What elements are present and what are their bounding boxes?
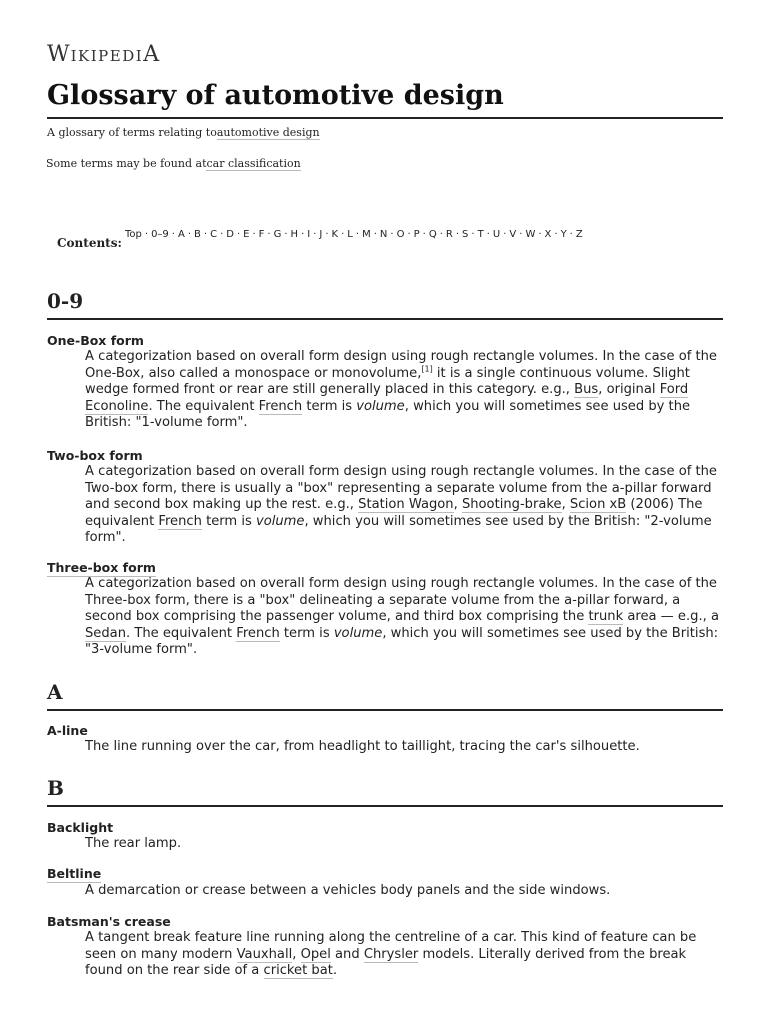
toc-separator: · [407,229,411,240]
term-one-box-form: One-Box form [47,333,144,348]
reference-1[interactable]: [1] [421,364,433,374]
toc-link[interactable]: K [331,229,339,240]
toc-separator: · [422,229,426,240]
french-link[interactable]: French [158,513,202,529]
toc-separator: · [171,229,175,240]
toc-link[interactable]: T [477,229,484,240]
toc-link[interactable]: N [379,229,388,240]
toc-link[interactable]: W [525,229,536,240]
bus-link[interactable]: Bus [574,382,599,398]
page-title: Glossary of automotive design [47,78,723,119]
toc-separator: · [187,229,192,240]
trunk-link[interactable]: trunk [588,609,624,625]
toc-link[interactable]: L [347,229,353,240]
toc-link[interactable]: J [319,229,323,240]
definition-a-line: The line running over the car, from headlight to taillight, tracing the car's silhouette. [85,739,640,754]
toc-link[interactable]: X [544,229,552,240]
shooting-brake-link[interactable]: Shooting-brake [461,497,562,513]
definition-two-box-form: A categorization based on overall form design using rough rectangle volumes. In the case of the Two-box form, there is usually a "box" representing a separate volume from the a-pillar forward and second box making up the rest. e.g., Station Wagon, Shooting-brake, Scion xB (2006) The equivalent French term is volume, which you will sometimes see used by the British: "2-volume form". [85,464,717,546]
toc-label: Contents: [57,236,122,250]
automotive-design-link[interactable]: automotive design [216,126,320,139]
toc-separator: · [471,229,475,240]
toc-link[interactable]: Q [428,229,437,240]
term-batsmans-crease: Batsman's crease [47,914,171,929]
toc-separator: · [503,229,507,240]
toc-separator: · [252,229,256,240]
toc-separator: · [439,229,443,240]
opel-link[interactable]: Opel [300,946,331,962]
toc-link[interactable]: G [273,229,282,240]
toc-link[interactable]: O [396,229,405,240]
definition-batsmans-crease: A tangent break feature line running along the centreline of a car. This kind of feature can be seen on many modern Vauxhall, Opel and Chrysler models. Literally derived from the break found on the rear side of a cricket bat. [85,930,697,979]
toc-separator: · [554,229,558,240]
toc-separator: · [313,229,317,240]
french-link[interactable]: French [258,398,303,414]
toc-link[interactable]: B [194,229,201,240]
toc-link[interactable]: R [445,229,453,240]
french-link[interactable]: French [236,625,280,641]
toc-separator: · [538,229,542,240]
toc-separator: · [341,229,345,240]
toc-link[interactable]: I [307,229,311,240]
toc-link[interactable]: 0–9 [151,229,169,240]
term-a-line: A-line [47,723,88,738]
definition-three-box-form: A categorization based on overall form design using rough rectangle volumes. In the case of the Three-box form, there is a "box" delineating a separate volume from the a-pillar forward, a second box comprising the passenger volume, and third box comprising the trunk area — e.g., a Sedan. The equivalent French term is volume, which you will sometimes see used by the British: "3-volume form". [85,576,719,658]
intro-line-2: Some terms may be found atcar classification [46,157,301,170]
chrysler-link[interactable]: Chrysler [363,946,419,962]
toc-link[interactable]: Y [560,229,567,240]
section-heading-b: B [47,775,723,807]
scion-xb-link[interactable]: Scion xB [569,497,627,513]
toc-separator: · [236,229,241,240]
wikipedia-wordmark[interactable]: WIKIPEDIA [47,42,161,67]
station-wagon-link[interactable]: Station Wagon [358,497,454,513]
car-classification-link[interactable]: car classification [206,157,301,170]
toc-link[interactable]: M [362,229,371,240]
toc-separator: · [569,229,573,240]
toc-separator: · [486,229,490,240]
toc-link[interactable]: Z [575,229,583,240]
ford-econoline-link[interactable]: Ford Econoline [85,382,689,414]
toc-link[interactable]: E [243,229,250,240]
definition-beltline: A demarcation or crease between a vehicles body panels and the side windows. [85,883,611,898]
vauxhall-link[interactable]: Vauxhall [236,946,293,962]
intro-line-1: A glossary of terms relating toautomotive design [47,126,320,139]
toc-separator: · [220,229,224,240]
definition-backlight: The rear lamp. [85,836,182,851]
toc-separator: · [284,229,288,240]
toc-link[interactable]: P [413,229,420,240]
toc-separator: · [325,229,329,240]
term-three-box-form[interactable]: Three-box form [47,560,156,575]
term-backlight: Backlight [47,820,114,835]
toc-separator: · [390,229,394,240]
section-heading-a: A [47,679,723,711]
toc-link[interactable]: F [258,229,265,240]
toc-separator: · [455,229,460,240]
toc-separator: · [373,229,377,240]
toc-link[interactable]: S [462,229,469,240]
term-two-box-form: Two-box form [47,448,143,463]
toc-list [125,229,583,240]
cricket-bat-link[interactable]: cricket bat [263,963,333,979]
toc-link[interactable]: H [290,229,299,240]
toc-separator: · [301,229,305,240]
toc-link[interactable]: Top [125,229,142,240]
toc-link[interactable]: D [226,229,234,240]
definition-one-box-form: A categorization based on overall form design using rough rectangle volumes. In the case of the One-Box, also called a monospace or monovolume,[1] it is a single continuous volume. Slight wedge formed front or rear are still generally placed in this category. e.g., Bus, original Ford Econoline. The equivalent French term is volume, which you will sometimes see used by the British: "1-volume form". [85,349,717,431]
section-heading-0-9: 0-9 [47,288,723,320]
toc-link[interactable]: C [210,229,218,240]
toc-separator: · [203,229,208,240]
sedan-link[interactable]: Sedan [85,625,127,641]
table-of-contents [47,227,723,257]
toc-separator: · [355,229,360,240]
toc-link[interactable]: U [492,229,501,240]
toc-separator: · [519,229,523,240]
term-beltline[interactable]: Beltline [47,866,102,881]
toc-separator: · [267,229,271,240]
toc-link[interactable]: A [177,229,185,240]
toc-separator: · [144,229,149,240]
toc-link[interactable]: V [509,229,517,240]
